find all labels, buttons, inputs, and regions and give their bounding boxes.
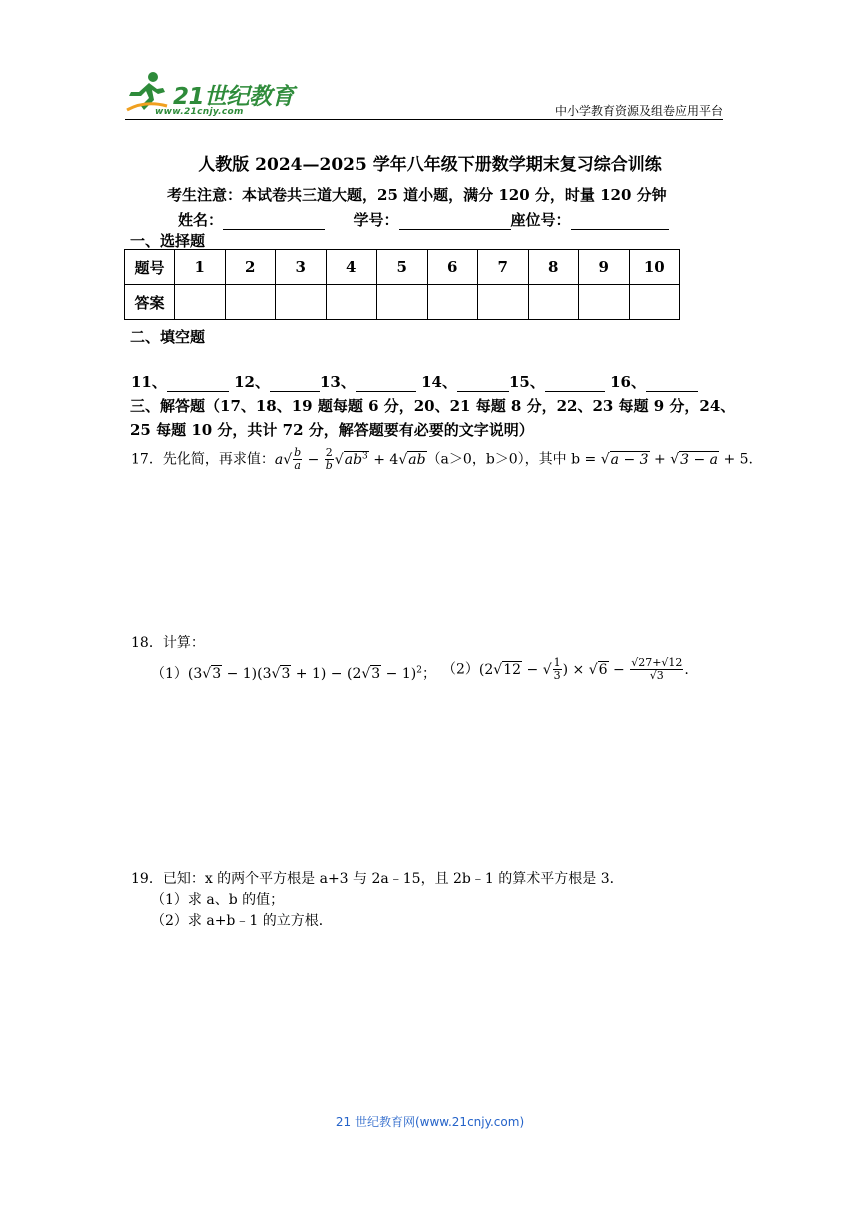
table-cell: 10	[629, 250, 680, 285]
fill-blank-12[interactable]	[270, 376, 320, 392]
q17-prefix: 17．先化简，再求值：	[131, 451, 275, 468]
table-cell: 4	[326, 250, 377, 285]
answer-table	[124, 249, 680, 320]
part1-heading: 一、选择题	[130, 232, 206, 250]
fill-blank-14[interactable]	[457, 376, 509, 392]
q19-part1: （1）求 a、b 的值；	[151, 892, 285, 908]
seat-blank[interactable]	[571, 213, 669, 230]
fill-label-16: 16、	[610, 373, 646, 391]
answer-cell[interactable]	[326, 285, 377, 320]
footer-link[interactable]: 21 世纪教育网(www.21cnjy.com)	[335, 1115, 525, 1129]
q19-part2: （2）求 a+b﹣1 的立方根．	[151, 913, 333, 929]
table-row	[125, 285, 680, 320]
answer-cell[interactable]	[276, 285, 327, 320]
answer-cell[interactable]	[629, 285, 680, 320]
fill-label-13: 13、	[319, 373, 356, 391]
answer-cell[interactable]	[579, 285, 630, 320]
student-info	[178, 209, 669, 230]
q18-sub2-label: （2）	[442, 661, 479, 678]
fill-blank-11[interactable]	[167, 376, 229, 392]
answer-cell[interactable]	[528, 285, 579, 320]
q17-b-expression: √a − 3 + √3 − a + 5.	[600, 451, 753, 468]
question-19: 19．已知：x 的两个平方根是 a+3 与 2a﹣15，且 2b﹣1 的算术平方根是 3．	[131, 871, 624, 887]
fill-blank-row	[131, 371, 698, 392]
exam-title: 人教版 2024—2025 学年八年级下册数学期末复习综合训练	[198, 155, 662, 175]
fill-blank-16[interactable]	[646, 376, 698, 392]
table-cell: 2	[225, 250, 276, 285]
row-header: 题号	[125, 250, 175, 285]
table-cell: 5	[377, 250, 428, 285]
answer-cell[interactable]	[175, 285, 226, 320]
answer-cell[interactable]	[478, 285, 529, 320]
id-blank[interactable]	[399, 213, 511, 230]
answer-cell[interactable]	[225, 285, 276, 320]
fill-label-11: 11、	[131, 373, 167, 391]
q17-expression: a√ $\frac{b}{a}$ − $\frac{2}{b}$ $√ab^3 + 4√ab$	[274, 446, 426, 472]
part3-heading-cont: 25 每题 10 分，共计 72 分，解答题要有必要的文字说明）	[130, 421, 534, 439]
site-logo	[125, 68, 295, 120]
table-cell: 9	[579, 250, 630, 285]
fill-label-14: 14、	[421, 373, 457, 391]
table-cell: 6	[427, 250, 478, 285]
name-blank[interactable]	[223, 213, 325, 230]
answer-cell[interactable]	[377, 285, 428, 320]
q18-part1: $(1)(3√3 - 1)(3√3 + 1) - (2√3 - 1)^2$；	[151, 665, 436, 682]
platform-tagline: 中小学教育资源及组卷应用平台	[554, 104, 723, 118]
table-cell: 8	[528, 250, 579, 285]
q17-condition: （a＞0，b＞0），其中 b =	[426, 451, 601, 468]
logo-wordmark: 21世纪教育	[173, 84, 295, 110]
header-divider	[125, 119, 723, 120]
fill-blank-13[interactable]	[356, 376, 416, 392]
table-cell: 7	[478, 250, 529, 285]
question-17	[131, 447, 753, 472]
table-cell: 1	[175, 250, 226, 285]
id-label: 学号：	[353, 211, 399, 229]
exam-notice: 考生注意：本试卷共三道大题，25 道小题，满分 120 分，时量 120 分钟	[167, 186, 667, 204]
part2-heading: 二、填空题	[130, 328, 206, 346]
seat-label: 座位号：	[510, 211, 571, 229]
question-18: 18．计算：	[131, 635, 205, 651]
fill-label-12: 12、	[234, 373, 270, 391]
logo-url: www.21cnjy.com	[155, 107, 244, 117]
fill-label-15: 15、	[508, 373, 545, 391]
name-label: 姓名：	[178, 211, 224, 229]
table-row	[125, 250, 680, 285]
q18-part2: （2）(2√12 − √ $\frac{1}{3}$ ) × √6 − $\frac{√27+√12}{√3}$ .	[442, 656, 689, 682]
table-cell: 3	[276, 250, 327, 285]
fill-blank-15[interactable]	[545, 376, 605, 392]
q18-sub1-label: （1）	[151, 666, 188, 682]
part3-heading: 三、解答题（17、18、19 题每题 6 分，20、21 每题 8 分，22、23 每题 9 分，24、	[130, 397, 736, 415]
answer-cell[interactable]	[427, 285, 478, 320]
row-header: 答案	[125, 285, 175, 320]
